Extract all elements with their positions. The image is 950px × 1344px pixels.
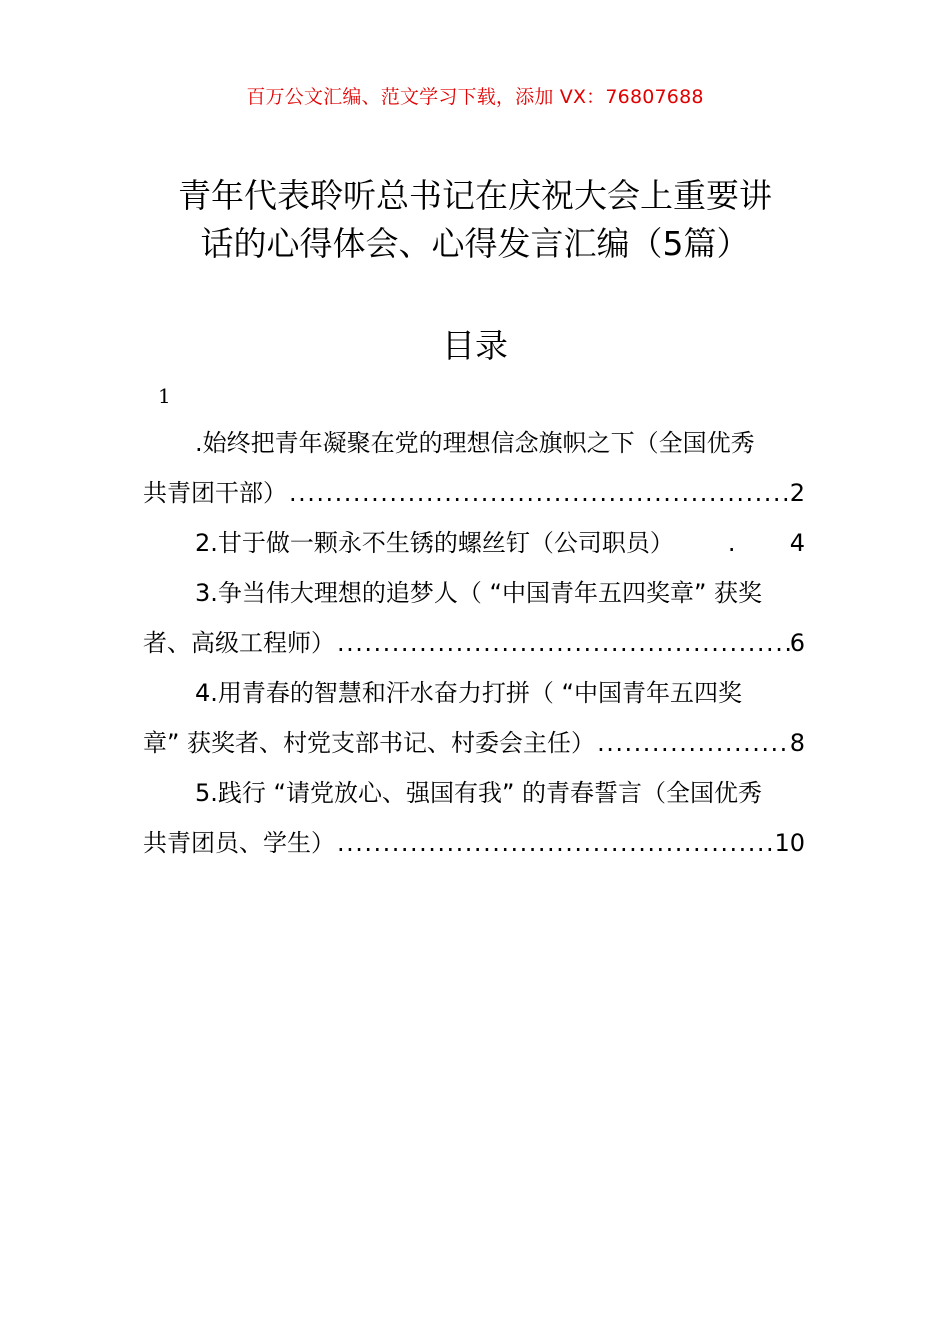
table-of-contents xyxy=(143,418,805,868)
toc-entry-text: 5.践行 “请党放心、强国有我” 的青春誓言（全国优秀 xyxy=(195,779,763,807)
toc-entry-text-continued: 者、高级工程师） xyxy=(143,629,335,657)
toc-entry-text: 2.甘于做一颗永不生锈的螺丝钉（公司职员） xyxy=(195,529,674,557)
toc-heading: 目录 xyxy=(442,326,508,365)
toc-entry-5[interactable] xyxy=(143,768,805,868)
dot-leader xyxy=(335,818,774,868)
toc-page-number: 4 xyxy=(789,529,805,557)
toc-entry-text-continued: 章” 获奖者、村党支部书记、村委会主任） xyxy=(143,729,596,757)
toc-entry-text-continued: 共青团干部） xyxy=(143,479,287,507)
document-title xyxy=(120,172,830,268)
title-line-2: 话的心得体会、心得发言汇编（5篇） xyxy=(200,224,750,263)
dot-leader xyxy=(287,468,790,518)
dot-leader xyxy=(335,618,790,668)
header-note: 百万公文汇编、范文学习下载，添加 VX：76807688 xyxy=(246,86,704,108)
dot-leader xyxy=(674,518,738,568)
toc-entry-2[interactable] xyxy=(143,518,805,568)
toc-page-number: 2 xyxy=(789,479,805,507)
title-line-1: 青年代表聆听总书记在庆祝大会上重要讲 xyxy=(178,176,772,215)
toc-page-number: 10 xyxy=(774,829,805,857)
toc-entry-text-continued: 共青团员、学生） xyxy=(143,829,335,857)
dot-leader xyxy=(595,718,790,768)
toc-entry-text: 4.用青春的智慧和汗水奋力打拼（ “中国青年五四奖 xyxy=(195,679,742,707)
toc-page-number: 6 xyxy=(789,629,805,657)
toc-entry-3[interactable] xyxy=(143,568,805,668)
toc-entry-4[interactable] xyxy=(143,668,805,768)
stray-number: 1 xyxy=(158,384,171,408)
toc-entry-text: 3.争当伟大理想的追梦人（ “中国青年五四奖章” 获奖 xyxy=(195,579,763,607)
toc-entry-text: .始终把青年凝聚在党的理想信念旗帜之下（全国优秀 xyxy=(195,429,755,457)
toc-page-number: 8 xyxy=(789,729,805,757)
toc-entry-1[interactable] xyxy=(143,418,805,518)
